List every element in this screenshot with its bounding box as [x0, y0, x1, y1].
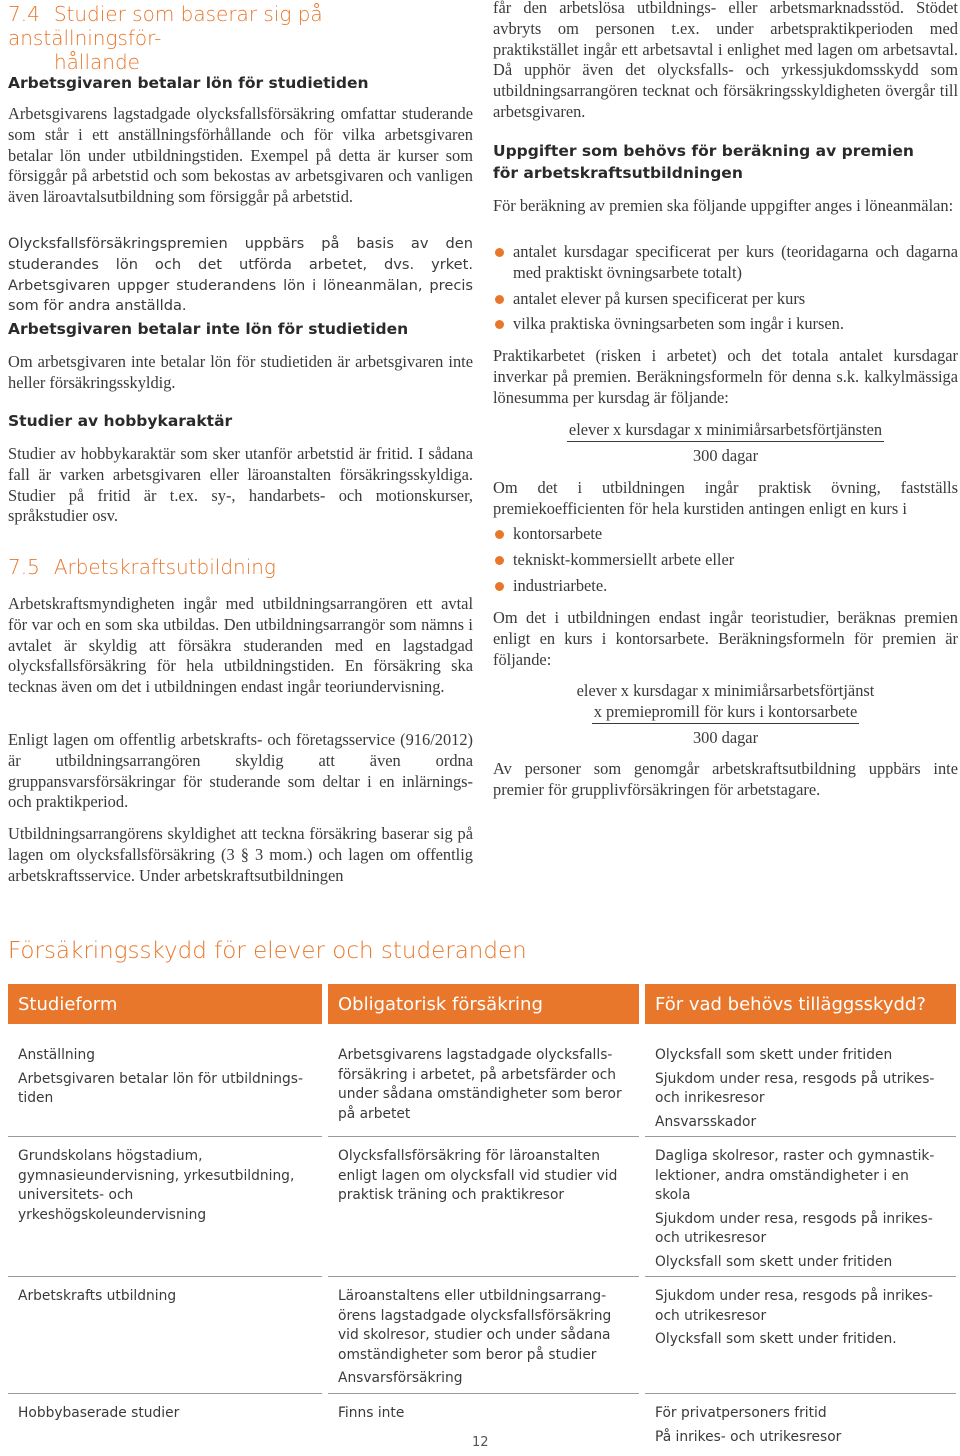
bullet-icon — [495, 582, 504, 591]
section-7-4-title — [8, 2, 478, 74]
paragraph: Av personer som genomgår arbetskraftsutbildning uppbärs inte premier för grupplivförsäkringen för arbetstagare. — [493, 759, 958, 799]
table-cell: Finns inte — [325, 1394, 642, 1456]
paragraph: Studier av hobbykaraktär som sker utanför arbetstid är fritid. I sådana fall är varken arbetsgivaren eller läroanstalten försäkringsskyldiga. Studier på fritid är t.ex. sy-, handarbets- och motionskurser, språkstudier osv. — [8, 444, 473, 526]
paragraph: får den arbetslösa utbildnings- eller arbetsmarknadsstöd. Stödet avbryts om personen t.ex. under arbetspraktikperioden med praktikstället ingår ett arbetsavtal i enlighet med lagen om arbetsavtal. Då upphör även det olycksfalls- och yrkessjukdomsskydd som utbildningsarrangören tecknat och försäkringsskyldigheten övergår till arbetsgivaren. — [493, 0, 958, 121]
formula-line: elever x kursdagar x minimiårsarbetsförtjänst — [576, 681, 875, 700]
subheading-inte: Arbetsgivaren betalar inte lön för studietiden — [8, 320, 409, 338]
paragraph: Utbildningsarrangörens skyldighet att teckna försäkring baserar sig på lagen om olycksfallsförsäkring (3 § 3 mom.) och lagen om offentlig arbetskraftsservice. Under arbetskraftsutbildningen — [8, 824, 473, 885]
bullet-icon — [495, 295, 504, 304]
section-title-line2: hållande — [54, 50, 140, 74]
list-item: antalet elever på kursen specificerat per kurs — [493, 289, 958, 310]
formula-denominator: 300 dagar — [692, 445, 759, 465]
section-7-5-title — [8, 555, 473, 579]
paragraph: För beräkning av premien ska följande uppgifter anges i löneanmälan: — [493, 196, 954, 215]
paragraph: Om det i utbildningen endast ingår teoristudier, beräknas premien enligt en kurs i kontorsarbete. Beräkningsformeln för premien är följande: — [493, 608, 958, 669]
insurance-table — [8, 984, 956, 1456]
column-header-tillaggsskydd: För vad behövs tilläggsskydd? — [642, 984, 956, 1024]
table-cell: Arbetsgivarens lagstadgade olycksfalls-försäkring i arbetet, på arbetsfärder och under sådana omständigheter som beror på arbetet — [325, 1036, 642, 1137]
subheading-uppgifter: Uppgifter som behövs för beräkning av premien för arbetskraftsutbildningen — [493, 142, 914, 182]
section-title-text: Arbetskraftsutbildning — [53, 555, 276, 579]
list-item: kontorsarbete — [493, 524, 958, 545]
paragraph: Praktikarbetet (risken i arbetet) och det totala antalet kursdagar inverkar på premien. Beräkningsformeln för denna s.k. kalkylmässiga lönesumma per kursdag är följande: — [493, 346, 958, 407]
bullet-list-uppgifter — [493, 242, 958, 335]
table-section-title: Försäkringsskydd för elever och studeranden — [8, 938, 527, 964]
bullet-icon — [495, 248, 504, 257]
column-header-studieform: Studieform — [8, 984, 325, 1024]
list-item: vilka praktiska övningsarbeten som ingår i kursen. — [493, 314, 958, 335]
list-item: antalet kursdagar specificerat per kurs (teoridagarna och dagarna med praktiskt övningsarbete totalt) — [493, 242, 958, 284]
formula-2 — [493, 681, 958, 748]
table-row — [8, 1277, 956, 1394]
paragraph: Enligt lagen om offentlig arbetskrafts- och företagsservice (916/2012) är utbildningsarrangören skyldig att även ordna gruppansvarsförsäkringar för studerande som deltar i en inlärnings- och praktikperiod. — [8, 730, 473, 812]
table-cell: Grundskolans högstadium, gymnasieundervisning, yrkesutbildning, universitets- och yrkeshögskoleundervisning — [8, 1137, 325, 1277]
table-cell: Arbetskrafts utbildning — [8, 1277, 325, 1394]
bullet-list-kurs — [493, 524, 958, 596]
bullet-icon — [495, 556, 504, 565]
table-cell: Anställning Arbetsgivaren betalar lön för utbildnings-tiden — [8, 1036, 325, 1137]
subheading-lon: Arbetsgivaren betalar lön för studietiden — [8, 74, 369, 92]
paragraph: Om det i utbildningen ingår praktisk övning, fastställs premiekoefficienten för hela kurstiden antingen enligt en kurs i — [493, 478, 958, 518]
paragraph: Arbetsgivarens lagstadgade olycksfallsförsäkring omfattar studerande som står i ett anställningsförhållande och för vilka arbetsgivaren betalar lön under utbildningstiden. Exempel på detta är kurser som försiggår på arbetstid och som bekostas av arbetsgivaren och vanligen även läroavtalsutbildning som försiggår på arbetstid. — [8, 104, 473, 207]
page-number: 12 — [472, 1435, 489, 1450]
paragraph: Om arbetsgivaren inte betalar lön för studietiden är arbetsgivaren inte heller försäkringsskyldig. — [8, 352, 473, 392]
formula-numerator: x premiepromill för kurs i kontorsarbete — [592, 702, 860, 724]
table-cell: Olycksfallsförsäkring för läroanstalten enligt lagen om olycksfall vid studier vid praktisk träning och praktikresor — [325, 1137, 642, 1277]
section-number: 7.4 — [8, 2, 40, 26]
formula-1 — [493, 420, 958, 467]
subheading-hobby: Studier av hobbykaraktär — [8, 412, 233, 430]
column-header-obligatorisk: Obligatorisk försäkring — [325, 984, 642, 1024]
table-cell: Hobbybaserade studier — [8, 1394, 325, 1456]
table-cell: För privatpersoners fritid På inrikes- och utrikesresor — [655, 1405, 842, 1445]
list-item: tekniskt-kommersiellt arbete eller — [493, 550, 958, 571]
table-cell: Olycksfall som skett under fritiden Sjukdom under resa, resgods på utrikes- och inrikesresor Ansvarsskador — [642, 1036, 956, 1137]
formula-denominator: 300 dagar — [692, 727, 759, 747]
list-item: industriarbete. — [493, 576, 958, 597]
bullet-icon — [495, 320, 504, 329]
table-cell: Sjukdom under resa, resgods på inrikes- och utrikesresor Olycksfall som skett under fritiden. — [642, 1277, 956, 1394]
paragraph: Olycksfallsförsäkringspremien uppbärs på basis av den studerandes lön och det utförda arbetet, dvs. yrket. Arbetsgivaren uppger studerandens lön i löneanmälan, precis som för andra anställda. — [8, 235, 473, 315]
table-row — [8, 1137, 956, 1277]
table-cell: Dagliga skolresor, raster och gymnastik-lektioner, andra omständigheter i en skola Sjukdom under resa, resgods på inrikes- och utrikesresor Olycksfall som skett under fritiden — [642, 1137, 956, 1277]
table-cell: Läroanstaltens eller utbildningsarrang-örens lagstadgade olycksfallsförsäkring vid skolresor, studier och under sådana omständigheter som beror på studier Ansvarsförsäkring — [325, 1277, 642, 1394]
bullet-icon — [495, 530, 504, 539]
paragraph: Arbetskraftsmyndigheten ingår med utbildningsarrangören ett avtal för var och en som ska utbildas. Den utbildningsarrangör som nämns i avtalet är skyldig att försäkra studeranden med en lagstadgad olycksfallsförsäkring för hela utbildningstiden. En försäkring ska tecknas även om det i utbildningen endast ingår teoriundervisning. — [8, 594, 473, 697]
formula-numerator: elever x kursdagar x minimiårsarbetsförtjänsten — [567, 420, 884, 442]
section-title-line1: Studier som baserar sig på anställningsför- — [8, 2, 323, 50]
table-row — [8, 1036, 956, 1137]
section-number: 7.5 — [8, 555, 40, 579]
table-header-row — [8, 984, 956, 1024]
